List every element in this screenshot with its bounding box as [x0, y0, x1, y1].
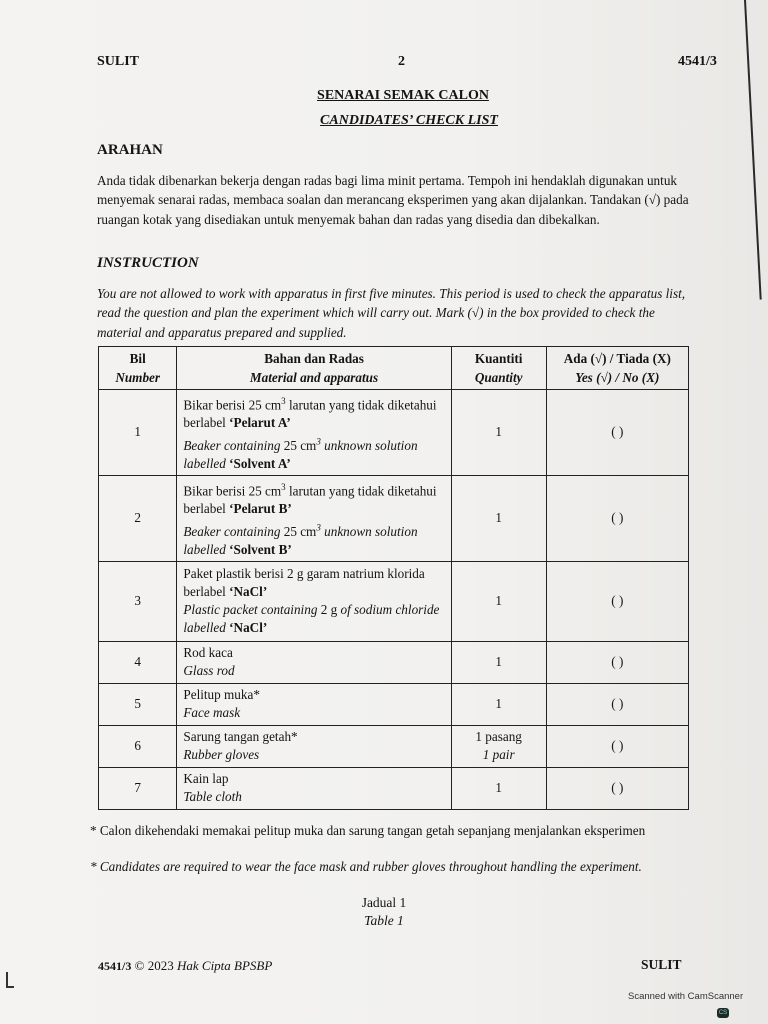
title-english: CANDIDATES’ CHECK LIST [320, 113, 498, 128]
row-checkbox[interactable]: ( ) [546, 725, 688, 767]
page-number: 2 [398, 54, 405, 69]
scanner-watermark: Scanned with CamScanner [628, 991, 744, 1002]
row-number: 3 [99, 561, 177, 641]
note-malay: * Calon dikehendaki memakai pelitup muka dan sarung tangan getah sepanjang menjalankan eksperimen [90, 823, 646, 838]
note-english: * Candidates are required to wear the face mask and rubber gloves throughout handling the experiment. [90, 859, 642, 874]
row-checkbox[interactable]: ( ) [546, 767, 688, 809]
header-number: Bil Number [99, 347, 177, 390]
row-checkbox[interactable]: ( ) [546, 683, 688, 725]
table-row [99, 641, 689, 683]
arahan-text: Anda tidak dibenarkan bekerja dengan radas bagi lima minit pertama. Tempoh ini hendaklah digunakan untuk menyemak senarai radas, membaca soalan dan merancang eksperimen yang akan dijalankan. Tandakan (√) pada ruangan kotak yang disediakan untuk menyemak bahan dan radas yang disedia dan dibekalkan. [97, 173, 689, 227]
row-number: 6 [99, 725, 177, 767]
row-material: Kain lap Table cloth [177, 767, 451, 809]
header-check: Ada (√) / Tiada (X) Yes (√) / No (X) [546, 347, 688, 390]
header-material: Bahan dan Radas Material and apparatus [177, 347, 451, 390]
row-checkbox[interactable]: ( ) [546, 390, 688, 476]
table-header-row [99, 347, 689, 390]
row-checkbox[interactable]: ( ) [546, 475, 688, 561]
row-quantity: 1 [451, 475, 546, 561]
row-material: Sarung tangan getah* Rubber gloves [177, 725, 451, 767]
row-material: Paket plastik berisi 2 g garam natrium klorida berlabel ‘NaCl’ Plastic packet containing 2 g of sodium chloride labelled ‘NaCl’ [177, 561, 451, 641]
row-quantity: 1 [451, 767, 546, 809]
table-row [99, 725, 689, 767]
instruction-text: You are not allowed to work with apparatus in first five minutes. This period is used to check the apparatus list, read the question and plan the experiment which will carry out. Mark (√) in the box provided to check the material and apparatus prepared and supplied. [97, 286, 686, 340]
table-row [99, 561, 689, 641]
header-classification: SULIT [97, 54, 140, 69]
table-row [99, 475, 689, 561]
row-number: 7 [99, 767, 177, 809]
row-quantity: 1 [451, 561, 546, 641]
table-row [99, 390, 689, 476]
camscanner-logo-icon: CS [718, 1010, 728, 1016]
footer-copyright: 4541/3 © 2023 Hak Cipta BPSBP [98, 958, 273, 973]
caption-malay: Jadual 1 [361, 895, 407, 910]
row-number: 5 [99, 683, 177, 725]
page-edge-line [744, 0, 762, 300]
row-number: 4 [99, 641, 177, 683]
row-quantity: 1 pasang 1 pair [451, 725, 546, 767]
row-quantity: 1 [451, 641, 546, 683]
header-quantity: Kuantiti Quantity [451, 347, 546, 390]
arahan-heading: ARAHAN [97, 142, 163, 158]
row-material: Rod kaca Glass rod [177, 641, 451, 683]
footer-classification: SULIT [641, 957, 682, 972]
paper-code: 4541/3 [678, 54, 717, 69]
row-checkbox[interactable]: ( ) [546, 561, 688, 641]
table-row [99, 767, 689, 809]
checklist-table [98, 346, 689, 810]
table-row [99, 683, 689, 725]
row-material: Bikar berisi 25 $cm^3$ larutan yang tidak diketahui berlabel ‘Pelarut B’ Beaker containing 25 $cm^3$ unknown solution labelled ‘Solvent B’ [177, 475, 451, 561]
caption-english: Table 1 [364, 913, 404, 928]
row-quantity: 1 [451, 683, 546, 725]
row-material: Bikar berisi 25 $cm^3$ larutan yang tidak diketahui berlabel ‘Pelarut A’ Beaker containing 25 $cm^3$ unknown solution labelled ‘Solvent A’ [177, 390, 451, 476]
instruction-heading: INSTRUCTION [97, 255, 199, 271]
title-malay: SENARAI SEMAK CALON [317, 88, 489, 103]
row-number: 2 [99, 475, 177, 561]
row-quantity: 1 [451, 390, 546, 476]
row-number: 1 [99, 390, 177, 476]
row-checkbox[interactable]: ( ) [546, 641, 688, 683]
row-material: Pelitup muka* Face mask [177, 683, 451, 725]
corner-mark [6, 972, 14, 988]
